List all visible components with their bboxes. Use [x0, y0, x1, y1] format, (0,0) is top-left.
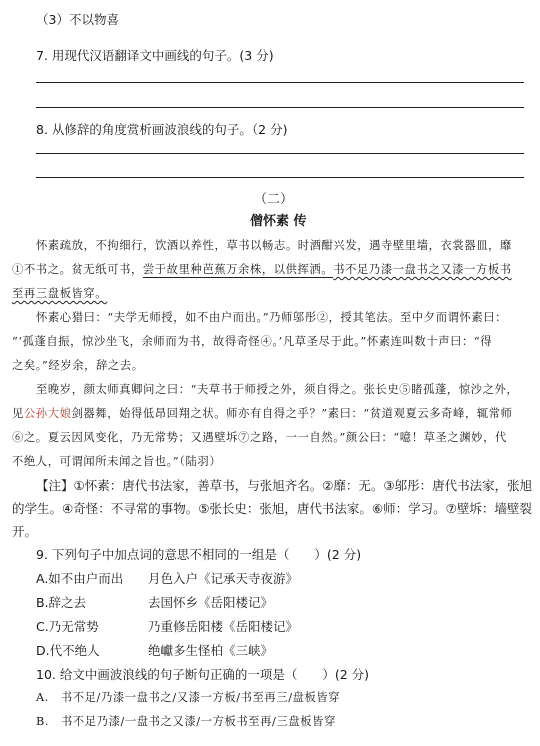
red-text: 公孙大娘: [23, 407, 72, 420]
notes-line3: 开。: [12, 524, 38, 539]
answer-line: [36, 153, 524, 154]
question-8: 8. 从修辞的角度赏析画波浪线的句子。（2 分): [36, 122, 288, 137]
text-segment: 见: [12, 407, 24, 420]
passage-p3-line4: 不绝人，可谓闻所未闻之旨也。”（陆羽）: [12, 455, 222, 468]
underlined-sentence: 尝于故里种芭蕉万余株，以供挥洒。: [142, 263, 334, 276]
passage-p1-line1: 怀素疏放，不拘细行，饮酒以养性，草书以畅志。时酒酣兴发，遇寺壁里墙，衣裳器皿，靡: [36, 239, 512, 252]
wavy-sentence-start: 书不足乃漆一盘书之又漆一方板书: [333, 263, 512, 276]
passage-p2-line3: 之矣。”经岁余，辞之去。: [12, 359, 144, 372]
answer-line: [36, 107, 524, 108]
section-number: （二）: [254, 192, 294, 207]
q9-option-d-right: 绝巘多生怪柏《三峡》: [148, 643, 274, 658]
q9-option-a-right: 月色入户《记承天寺夜游》: [148, 571, 299, 586]
answer-line: [36, 82, 524, 83]
passage-p1-line2: [12, 261, 512, 277]
passage-p1-line3: [12, 285, 107, 301]
question-10-stem: 10. 给文中画波浪线的句子断句正确的一项是（ ）(2 分): [36, 667, 370, 682]
q9-option-c-right: 乃重修岳阳楼《岳阳楼记》: [148, 619, 299, 634]
text-segment: ①不书之。贫无纸可书，: [12, 263, 143, 276]
answer-line: [36, 177, 524, 178]
q10-option-a: A. 书不足/乃漆一盘书之/又漆一方板/书至再三/盘板皆穿: [36, 691, 341, 704]
q9-option-c-left: C.乃无常势: [36, 619, 99, 634]
wavy-sentence-end: 至再三盘板皆穿。: [12, 287, 108, 300]
notes-line1: 【注】①怀素：唐代书法家，善草书，与张旭齐名。②靡：无。③邬彤：唐代书法家，张旭: [36, 478, 533, 493]
text-segment: 剑器舞，始得低昂回翔之状。师亦有自得之乎？”素曰：“贫道观夏云多奇峰，辄常师: [71, 407, 513, 420]
question-7: 7. 用现代汉语翻译文中画线的句子。(3 分): [36, 48, 274, 63]
passage-p3-line2: [12, 405, 513, 421]
q10-option-b: B. 书不足乃漆/一盘书之又漆/一方板书至再/三盘板皆穿: [36, 715, 336, 728]
q6-item-3: （3）不以物喜: [36, 12, 119, 27]
q9-option-d-left: D.代不绝人: [36, 643, 100, 658]
q9-option-a-left: A.如不由户而出: [36, 571, 124, 586]
passage-p3-line3: ⑥之。夏云因风变化，乃无常势；又遇壁坼⑦之路，一一自然。”颜公曰：“噫！草圣之渊妙，代: [12, 431, 507, 444]
q9-option-b-left: B.辞之去: [36, 595, 87, 610]
q9-option-b-right: 去国怀乡《岳阳楼记》: [148, 595, 274, 610]
passage-p2-line2: “‘孤蓬自振，惊沙坐飞，余师而为书，故得奇怪④。’凡草圣尽于此。”怀素连叫数十声曰：“得: [12, 335, 493, 348]
question-9-stem: 9. 下列句子中加点词的意思不相同的一组是（ ）(2 分): [36, 547, 362, 562]
notes-line2: 的学生。④奇怪：不寻常的事物。⑤张长史：张旭，唐代书法家。⑥师：学习。⑦壁坼：墙壁裂: [12, 501, 532, 516]
passage-p2-line1: 怀素心猎曰：“夫学无师授，如不由户而出。”乃师邬彤②，授其笔法。至中夕而谓怀素曰：: [36, 311, 508, 324]
passage-p3-line1: 至晚岁，颜太师真卿问之曰：“夫草书于师授之外，须自得之。张长史⑤睹孤蓬，惊沙之外，: [36, 383, 519, 396]
passage-title: 僧怀素 传: [250, 214, 307, 229]
